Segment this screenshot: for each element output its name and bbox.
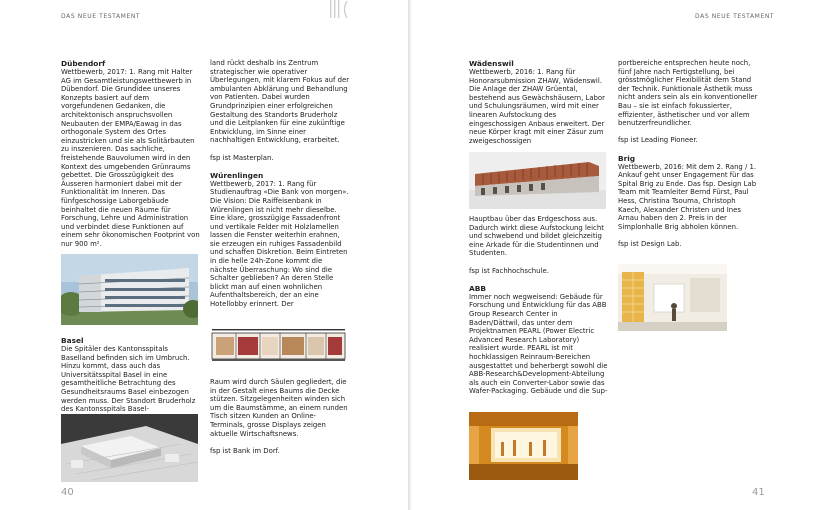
photo-brig-interior — [618, 264, 727, 331]
text-column-2b — [210, 378, 350, 455]
page-number-left: 40 — [61, 487, 74, 498]
note-design-lab: fsp ist Design Lab. — [618, 239, 682, 248]
drawing-wuerenlingen-section — [210, 325, 347, 367]
body-waedenswil-continued: Hauptbau über das Erdgeschoss aus. Dadurch wirkt diese Aufstockung leicht und schwebend und bildet gleichzeitig eine Arkade für die Studentinnen und Studenten. — [469, 215, 604, 258]
running-head-left: DAS NEUE TESTAMENT — [61, 13, 141, 20]
section-mark-graphic — [328, 0, 350, 20]
text-column-1 — [61, 59, 201, 266]
note-leading-pioneer: fsp ist Leading Pioneer. — [618, 136, 698, 145]
text-column-3b — [469, 215, 609, 396]
text-column-1b — [61, 336, 201, 414]
heading-abb: ABB — [469, 283, 486, 293]
text-column-3 — [469, 59, 609, 145]
body-basel: Die Spitäler des Kantonsspitals Baselland befinden sich im Umbruch. Hinzu kommt, dass auch das Universitätsspital Basel in eine gesamtheitliche Betrachtung des Gesundheitsraums Basel einbezogen werden muss. Der Standort Bruderholz des Kantonsspitals Basel- — [61, 345, 196, 414]
heading-basel: Basel — [61, 336, 84, 345]
body-waedenswil: Wettbewerb, 2016: 1. Rang für Honorarsubmission ZHAW, Wädenswil. Die Anlage der ZHAW Grüental, bestehend aus Gewächshäusern, Labor und Schulungsräumen, wird mit einer linearen Aufstockung des eingeschossigen Anbaus erweitert. Der neue Körper kragt mit einer Zäsur zum zweigeschossigen — [469, 68, 605, 145]
page-number-right: 41 — [752, 487, 765, 498]
photo-waedenswil-building — [469, 152, 606, 209]
heading-duebendorf: Dübendorf — [61, 59, 106, 68]
text-column-2 — [210, 59, 350, 309]
body-duebendorf: Wettbewerb, 2017: 1. Rang mit Halter AG im Gesamtleistungswettbewerb in Dübendorf. Die Grundidee unseres Konzepts basiert auf dem vorgefundenen Gedanken, die architektonisch anspruchsvollen Neubauten der EMPA/Eawag in das orthogonale System des Ortes einzustricken und sie als Solitärbauten zu inszenieren. Das sachliche, freistehende Bauvolumen wird in den Kontext des umgebenden Grünraums gebettet. Die Grosszügigkeit des Äusseren harmoniert dabei mit der Funktionalität im Inneren. Das fünfgeschossige Laborgebäude beinhaltet die neuen Räume für Forschung, Lehre und Administration und verbindet diese Funktionen auf einem sehr ökonomischen Footprint von nur 900 m². — [61, 68, 200, 248]
running-head-right: DAS NEUE TESTAMENT — [695, 13, 775, 20]
body-brig: Wettbewerb, 2016: Mit dem 2. Rang / 1. Ankauf geht unser Engagement für das Spital Brig zu Ende. Das fsp. Design Lab Team mit Teamleiter Bernd Fürst, Paul Hess, Christina Tsouma, Christoph Kaech, Alexander Christen und Ines Arnau haben den 2. Preis in der Simplonhalle Brig abholen können. — [618, 162, 757, 231]
photo-abb-laboratory — [469, 412, 578, 480]
text-column-4 — [618, 59, 758, 248]
right-page — [411, 0, 820, 510]
heading-waedenswil: Wädenswil — [469, 59, 514, 68]
body-wuerenlingen: Wettbewerb, 2017: 1. Rang für Studienauftrag «Die Bank von morgen». Die Vision: Die Raiffeisenbank in Würenlingen ist nicht mehr dieselbe. Eine klare, grosszügige Fassadenfront und vertikale Felder mit Holzlamellen lassen die Fenster weiterhin erahnen, sie erzeugen ein ruhiges Fassadenbild und schaffen Diskretion. Beim Eintreten in die helle 24h-Zone kommt die nächste Überraschung: Wo sind die Schalter geblieben? An deren Stelle blickt man auf einen wohnlichen Aufenthaltsbereich, der an eine Hotellobby erinnert. Der — [210, 179, 349, 309]
heading-wuerenlingen: Würenlingen — [210, 170, 264, 180]
photo-basel-model — [61, 414, 198, 482]
left-page — [0, 0, 409, 510]
body-abb-continued: portbereiche entsprechen heute noch, fünf Jahre nach Fertigstellung, bei grösstmöglicher Flexibilität dem Stand der Technik. Funktionale Ästhetik muss nicht anders sein als ein konventioneller Bau – sie ist einfach fokussierter, effizienter, ästhetischer und vor allem benutzerfreundlicher. — [618, 59, 758, 128]
body-abb: Immer noch wegweisend: Gebäude für Forschung und Entwicklung für das ABB Group Research Center in Baden/Dättwil, das unter dem Projektnamen PEARL (Power Electric Advanced Research Laboratory) realisiert wurde. PEARL ist mit hochklassigen Reinraum-Bereichen ausgestattet und beherbergt sowohl die ABB-Research&Development-Abteilung als auch ein Converter-Labor sowie das Wafer-Packaging. Gebäude und die Sup- — [469, 292, 608, 396]
note-masterplan: fsp ist Masterplan. — [210, 153, 274, 162]
body-basel-continued: land rückt deshalb ins Zentrum strategischer wie operativer Überlegungen, mit klarem Fokus auf der ambulanten Abklärung und Behandlung von Patienten. Dabei wurden Grundprinzipien einer erfolgreichen Gestaltung des Standorts Bruderholz und die Leitplanken für eine zukünftige Entwicklung, im Sinne einer nachhaltigen Entwicklung, erarbeitet. — [210, 59, 350, 145]
heading-brig: Brig — [618, 153, 636, 163]
note-fachhochschule: fsp ist Fachhochschule. — [469, 266, 549, 275]
note-bank-im-dorf: fsp ist Bank im Dorf. — [210, 446, 280, 455]
body-wuerenlingen-continued: Raum wird durch Säulen gegliedert, die in der Gestalt eines Baums die Decke stützen. Sitzgelegenheiten winden sich um die Baumstämme, an einem runden Tisch sitzen Kunden an Online-Terminals, grosse Displays zeigen aktuelle Wirtschaftsnews. — [210, 378, 348, 438]
photo-duebendorf-building — [61, 254, 198, 325]
